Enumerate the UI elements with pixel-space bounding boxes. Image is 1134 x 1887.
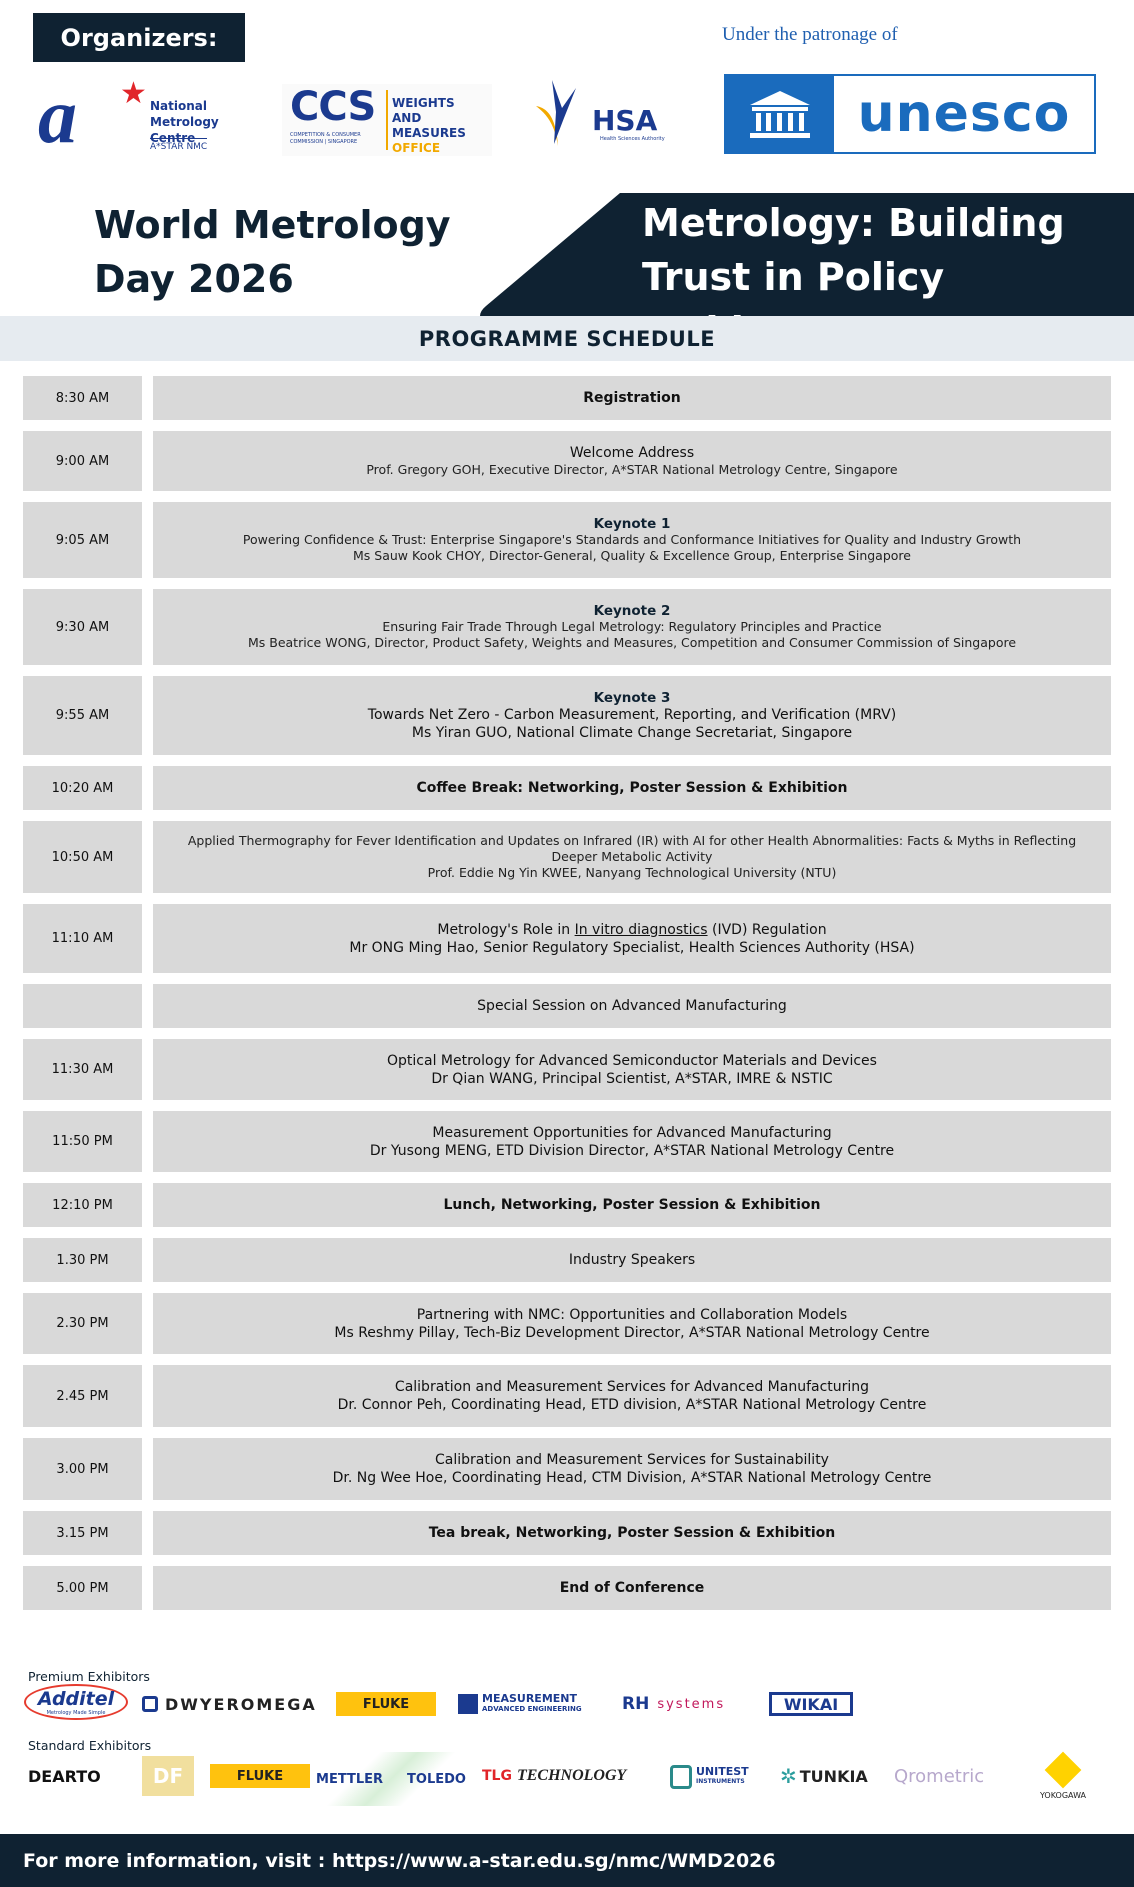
hsa-logo-sub: Health Sciences Authority (600, 136, 665, 142)
row-content (153, 1293, 1111, 1354)
unesco-temple-icon (726, 76, 834, 152)
row-title-post: (IVD) Regulation (707, 921, 827, 938)
row-title: Calibration and Measurement Services for Advanced Manufacturing (394, 1379, 870, 1395)
tunkia-logo (780, 1762, 868, 1790)
measurement-logo-text: MEASUREMENT (482, 1692, 577, 1705)
wika-logo-text: WIKAI (783, 1694, 839, 1714)
row-speaker: Dr Qian WANG, Principal Scientist, A*STAR, IMRE & NSTIC (431, 1070, 833, 1087)
row-title: Lunch, Networking, Poster Session & Exhibition (443, 1197, 821, 1213)
unesco-logo (724, 74, 1096, 154)
row-title: Special Session on Advanced Manufacturing (477, 998, 787, 1014)
unitest-mark-icon (670, 1765, 692, 1789)
ccs-logo-small: COMPETITION & CONSUMER COMMISSION | SINGAPORE (290, 132, 361, 145)
schedule-row (23, 676, 1111, 755)
tlg-technology-logo (482, 1764, 626, 1788)
programme-heading: PROGRAMME SCHEDULE (0, 316, 1134, 361)
organizers-label: Organizers: (33, 13, 245, 62)
programme-schedule (23, 376, 1111, 1621)
hsa-logo-mark: HSA (592, 104, 658, 137)
row-content (153, 766, 1111, 810)
row-keynote-label: Keynote 3 (593, 689, 671, 706)
row-content (153, 1039, 1111, 1100)
row-title: Ensuring Fair Trade Through Legal Metrology: Regulatory Principles and Practice (382, 619, 882, 634)
dwyeromega-mark-icon (142, 1696, 158, 1712)
schedule-row (23, 1566, 1111, 1610)
additel-logo-text: Additel (37, 1688, 115, 1710)
row-speaker: Ms Yiran GUO, National Climate Change Secretariat, Singapore (411, 724, 853, 741)
schedule-row (23, 1511, 1111, 1555)
ccs-divider (386, 90, 388, 150)
row-time: 2.30 PM (23, 1293, 142, 1354)
schedule-row (23, 1183, 1111, 1227)
tlg-logo-text: TLG (482, 1768, 512, 1784)
row-title: Registration (583, 390, 681, 406)
ivd-link[interactable]: In vitro diagnostics (574, 921, 708, 938)
row-title: End of Conference (559, 1580, 705, 1596)
schedule-row (23, 1438, 1111, 1500)
schedule-row (23, 1293, 1111, 1354)
tunkia-logo-text: TUNKIA (799, 1766, 868, 1786)
row-title: Applied Thermography for Fever Identification and Updates on Infrared (IR) with AI for other Health Abnormalities: Facts & Myths in Reflecting Deeper Metabolic Activity (187, 833, 1077, 864)
row-time: 1.30 PM (23, 1238, 142, 1282)
schedule-row (23, 766, 1111, 810)
row-time: 9:30 AM (23, 589, 142, 665)
yokogawa-mark-icon (1045, 1751, 1082, 1788)
schedule-row (23, 1111, 1111, 1172)
fluke-logo-text-2: FLUKE (236, 1768, 284, 1784)
event-title: World Metrology Day 2026 (94, 203, 451, 301)
row-title: Measurement Opportunities for Advanced Manufacturing (432, 1124, 832, 1141)
row-time: 10:20 AM (23, 766, 142, 810)
schedule-row (23, 1039, 1111, 1100)
additel-tagline: Metrology Made Simple (46, 1710, 106, 1716)
ccs-wm-line1: WEIGHTS (392, 96, 455, 110)
row-speaker: Mr ONG Ming Hao, Senior Regulatory Specialist, Health Sciences Authority (HSA) (349, 939, 915, 956)
row-time: 11:30 AM (23, 1039, 142, 1100)
df-logo (142, 1756, 194, 1796)
row-content (153, 1111, 1111, 1172)
row-content (153, 676, 1111, 755)
row-title: Partnering with NMC: Opportunities and Collaboration Models (416, 1306, 848, 1323)
footer-link-text[interactable]: For more information, visit : https://www.a-star.edu.sg/nmc/WMD2026 (23, 1849, 776, 1872)
row-speaker: Dr Yusong MENG, ETD Division Director, A*STAR National Metrology Centre (369, 1142, 895, 1159)
ccs-logo-mark: CCS (290, 84, 376, 130)
dearto-logo-text: DEARTO (28, 1766, 101, 1786)
row-content (153, 821, 1111, 893)
row-content (153, 1566, 1111, 1610)
row-speaker: Prof. Gregory GOH, Executive Director, A*STAR National Metrology Centre, Singapore (366, 462, 898, 477)
wika-logo (769, 1692, 853, 1716)
rh-systems-logo (622, 1692, 725, 1716)
row-time: 9:05 AM (23, 502, 142, 578)
fluke-logo (336, 1692, 436, 1716)
schedule-row (23, 1365, 1111, 1427)
yokogawa-logo-text: YOKOGAWA (1039, 1790, 1087, 1800)
row-title-pre: Metrology's Role in (437, 921, 575, 938)
yokogawa-logo (1028, 1752, 1098, 1804)
row-title: Tea break, Networking, Poster Session & Exhibition (428, 1525, 836, 1541)
hsa-logo (528, 74, 670, 156)
premium-exhibitors-label: Premium Exhibitors (28, 1669, 150, 1684)
row-time: 11:10 AM (23, 904, 142, 973)
unitest-sub-text: INSTRUMENTS (696, 1778, 745, 1785)
row-time: 2.45 PM (23, 1365, 142, 1427)
row-time: 10:50 AM (23, 821, 142, 893)
measurement-sub-text: ADVANCED ENGINEERING (482, 1705, 582, 1713)
qrometric-logo-text: Qrometric (894, 1765, 985, 1787)
row-content (153, 904, 1111, 973)
row-time: 8:30 AM (23, 376, 142, 420)
row-time: 5.00 PM (23, 1566, 142, 1610)
row-speaker: Prof. Eddie Ng Yin KWEE, Nanyang Technological University (NTU) (427, 865, 837, 880)
tlg-technology-text: TECHNOLOGY (516, 1767, 627, 1784)
dwyeromega-logo (142, 1692, 317, 1716)
row-speaker: Dr. Connor Peh, Coordinating Head, ETD division, A*STAR National Metrology Centre (337, 1397, 927, 1413)
dwyeromega-logo-text: DWYEROMEGA (165, 1694, 317, 1714)
schedule-row (23, 502, 1111, 578)
unitest-logo-text: UNITEST (696, 1765, 749, 1778)
schedule-row (23, 376, 1111, 420)
tunkia-mark-icon: ✲ (780, 1764, 797, 1788)
schedule-row (23, 984, 1111, 1028)
row-content (153, 376, 1111, 420)
standard-exhibitor-logos (24, 1752, 1110, 1810)
row-content (153, 1365, 1111, 1427)
toledo-logo-text: TOLEDO (407, 1771, 466, 1787)
row-time: 9:55 AM (23, 676, 142, 755)
schedule-row (23, 431, 1111, 491)
additel-logo (24, 1684, 128, 1720)
ccs-wm-text (392, 96, 492, 156)
schedule-row (23, 1238, 1111, 1282)
row-title: Powering Confidence & Trust: Enterprise Singapore's Standards and Conformance Initiatives for Quality and Industry Growth (242, 532, 1022, 547)
fluke-logo-2 (210, 1764, 310, 1788)
row-content (153, 1238, 1111, 1282)
nmc-logo (38, 72, 258, 159)
standard-exhibitors-label: Standard Exhibitors (28, 1738, 152, 1753)
dearto-logo (28, 1764, 101, 1788)
row-keynote-label: Keynote 2 (593, 603, 671, 619)
ccs-wm-line2: AND MEASURES (392, 111, 466, 140)
row-content (153, 589, 1111, 665)
schedule-row (23, 821, 1111, 893)
qrometric-logo (894, 1762, 984, 1790)
premium-exhibitor-logos (24, 1684, 1110, 1734)
hsa-swoosh-icon (532, 78, 578, 148)
row-content (153, 502, 1111, 578)
row-content (153, 1511, 1111, 1555)
rh-logo-text: RH (622, 1694, 650, 1714)
schedule-row (23, 589, 1111, 665)
schedule-row (23, 904, 1111, 973)
mettler-logo-text: METTLER (316, 1771, 384, 1787)
row-title (437, 921, 826, 939)
nmc-logo-name: National Metrology Centre (150, 99, 219, 145)
row-content (153, 1183, 1111, 1227)
fluke-logo-text: FLUKE (362, 1696, 410, 1712)
row-speaker: Ms Beatrice WONG, Director, Product Safety, Weights and Measures, Competition and Consumer Commission of Singapore (247, 635, 1017, 650)
nmc-star-icon: ★ (120, 76, 147, 111)
row-title: Coffee Break: Networking, Poster Session & Exhibition (416, 780, 848, 796)
nmc-a-mark-icon: a (38, 72, 77, 159)
row-time: 3.15 PM (23, 1511, 142, 1555)
row-speaker: Ms Reshmy Pillay, Tech-Biz Development Director, A*STAR National Metrology Centre (334, 1324, 930, 1341)
measurement-mark-icon (458, 1694, 478, 1714)
nmc-logo-sub: A*STAR NMC (150, 138, 207, 152)
rh-systems-text: systems (657, 1696, 726, 1712)
df-logo-text: DF (152, 1764, 184, 1788)
row-content (153, 431, 1111, 491)
row-title: Towards Net Zero - Carbon Measurement, Reporting, and Verification (MRV) (367, 706, 897, 723)
unitest-logo (670, 1764, 749, 1790)
row-speaker: Dr. Ng Wee Hoe, Coordinating Head, CTM Division, A*STAR National Metrology Centre (332, 1470, 932, 1486)
row-time (23, 984, 142, 1028)
row-title: Welcome Address (569, 445, 695, 461)
row-content (153, 984, 1111, 1028)
row-title: Optical Metrology for Advanced Semiconductor Materials and Devices (387, 1052, 877, 1069)
row-time: 9:00 AM (23, 431, 142, 491)
ccs-logo (282, 84, 492, 156)
theme-title: Metrology: Building Trust in Policy (642, 201, 1065, 299)
row-title: Calibration and Measurement Services for Sustainability (435, 1452, 829, 1468)
measurement-engineering-logo (458, 1692, 582, 1716)
row-content (153, 1438, 1111, 1500)
row-time: 11:50 PM (23, 1111, 142, 1172)
row-time: 12:10 PM (23, 1183, 142, 1227)
unesco-wordmark: unesco (857, 84, 1071, 144)
row-title: Industry Speakers (568, 1252, 696, 1268)
row-time: 3.00 PM (23, 1438, 142, 1500)
ccs-wm-line3: OFFICE (392, 141, 441, 155)
row-keynote-label: Keynote 1 (593, 516, 671, 532)
patronage-label: Under the patronage of (722, 24, 898, 45)
mettler-toledo-logo (316, 1752, 466, 1806)
footer-info (0, 1834, 1134, 1887)
row-speaker: Ms Sauw Kook CHOY, Director-General, Quality & Excellence Group, Enterprise Singapore (353, 548, 911, 563)
